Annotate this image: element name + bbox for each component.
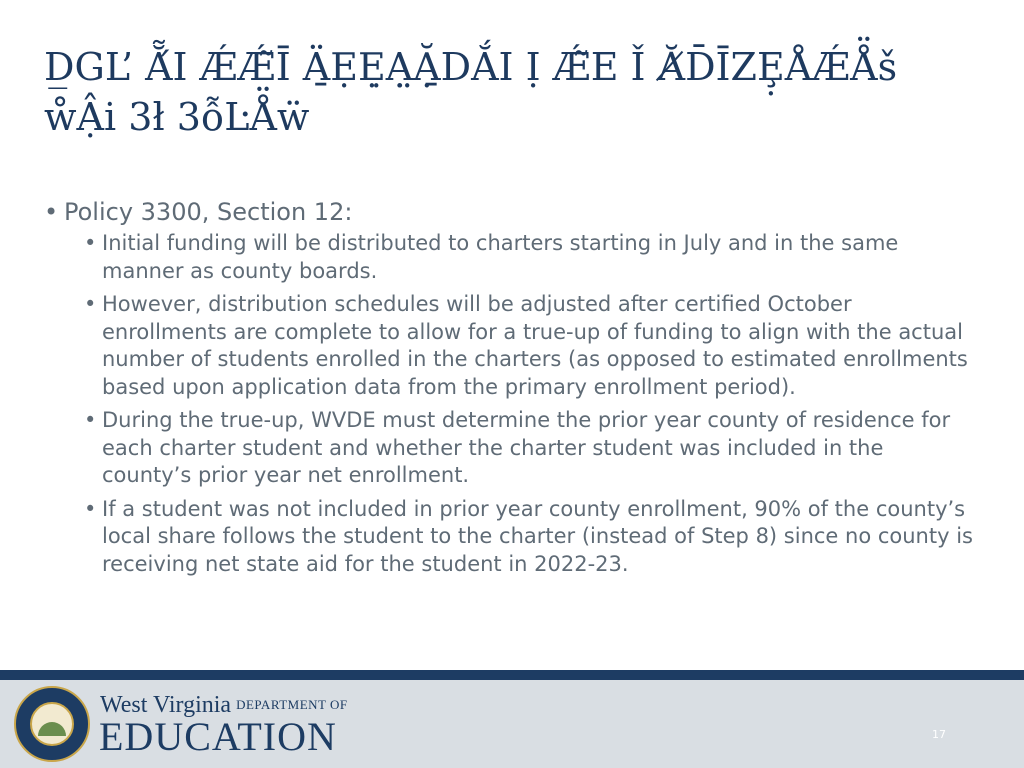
logo-education: EDUCATION	[99, 714, 337, 759]
sub-bullet-2: • However, distribution schedules will be adjusted after certified October enrollments are complete to allow for a true-up of funding to align with the actual number of students enrolled in the charters (as opposed to estimated enrollments based upon application data from the primary enrollment period).	[44, 291, 974, 401]
slide-title: D̲GL’ Ẵ́I ǼǼ̃Ī Ä̱ẸẸ̣Ạ̤Ặ̱DẮI Ị Ǽ̃E Ǐ Ă̸D̄ĪZȨ̣ÅǼÅ̈š ẘẬi 3ł 3ỗĿÅ̈ẅ	[44, 45, 898, 139]
state-seal-icon	[14, 686, 90, 762]
sub-bullet-3: • During the true-up, WVDE must determine the prior year county of residence for each charter student and whether the charter student was included in the county’s prior year net enrollment.	[44, 407, 974, 490]
logo-department: DEPARTMENT OF	[236, 697, 348, 712]
sub-bullet-4: • If a student was not included in prior year county enrollment, 90% of the county’s local share follows the student to the charter (instead of Step 8) since no county is receiving net state aid for the student in 2022-23.	[44, 496, 974, 579]
sub-bullet-1: • Initial funding will be distributed to charters starting in July and in the same manner as county boards.	[44, 230, 974, 285]
logo-line-1: West Virginia DEPARTMENT OF	[100, 692, 348, 718]
slide-content	[44, 196, 974, 584]
page-number: 17	[932, 728, 946, 741]
main-bullet: • Policy 3300, Section 12:	[44, 196, 974, 228]
sub-bullet-list	[44, 230, 974, 578]
footer-band	[0, 670, 1024, 680]
footer	[0, 680, 1024, 768]
